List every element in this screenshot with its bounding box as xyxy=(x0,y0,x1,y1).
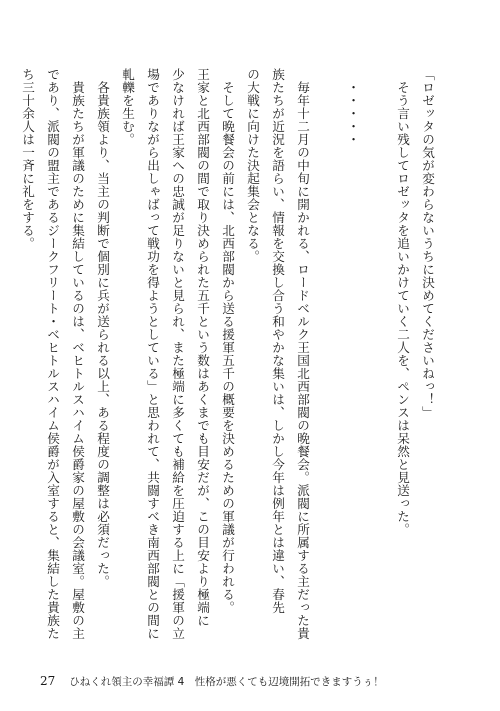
text-line: 族たちが近況を語らい、情報を交換し合う和やかな集いは、しかし今年は例年とは違い、春先 xyxy=(270,68,285,614)
text-line: の大戦に向けた決起集会となる。 xyxy=(245,68,260,263)
dialogue-line: 「ロゼッタの気が変わらないうちに決めてくださいねっ！」 xyxy=(420,68,435,419)
text-line: 王家と北西部閥の間で取り決められた五千という数はあくまでも目安だが、この目安より極端に xyxy=(195,68,210,627)
section-break: ・・・・・ xyxy=(345,80,360,146)
text-line: 貴族たちが軍議のために集結しているのは、ベヒトルスハイム侯爵家の屋敷の会議室。屋敷の主 xyxy=(70,80,85,640)
text-line: そう言い残してロゼッタを追いかけていく二人を、ペンスは呆然と見送った。 xyxy=(395,80,410,536)
text-line: であり、派閥の盟主であるジークフリート・ベヒトルスハイム侯爵が入室すると、集結した貴族た xyxy=(45,68,60,640)
blank-line xyxy=(315,68,340,638)
text-line: ち三十余人は一斉に礼をする。 xyxy=(20,68,35,250)
text-line: 少なければ王家への忠誠が足りないと見られ、また極端に多くても補給を圧迫する上に「援軍の立 xyxy=(170,68,185,640)
vertical-body-text xyxy=(20,68,440,640)
text-line: 各貴族領より、当主の判断で個別に兵が送られる以上、ある程度の調整は必須だった。 xyxy=(95,80,110,588)
text-line: 毎年十二月の中旬に開かれる、ロードベルク王国北西部閥の晩餐会。派閥に所属する主だった貴 xyxy=(295,80,310,640)
page-footer xyxy=(40,674,384,689)
blank-line xyxy=(365,68,390,638)
book-title: ひねくれ領主の幸福譚 4 性格が悪くても辺境開拓できますうぅ！ xyxy=(69,676,384,688)
text-line: 軋轢を生む。 xyxy=(120,68,135,146)
text-line: 場でありながら出しゃばって戦功を得ようとしている」と思われて、共闘すべき南西部閥との間に xyxy=(145,68,160,640)
text-line: そして晩餐会の前には、北西部閥から送る援軍五千の概要を決めるための軍議が行われる。 xyxy=(220,80,235,614)
page-number: 27 xyxy=(40,674,56,688)
